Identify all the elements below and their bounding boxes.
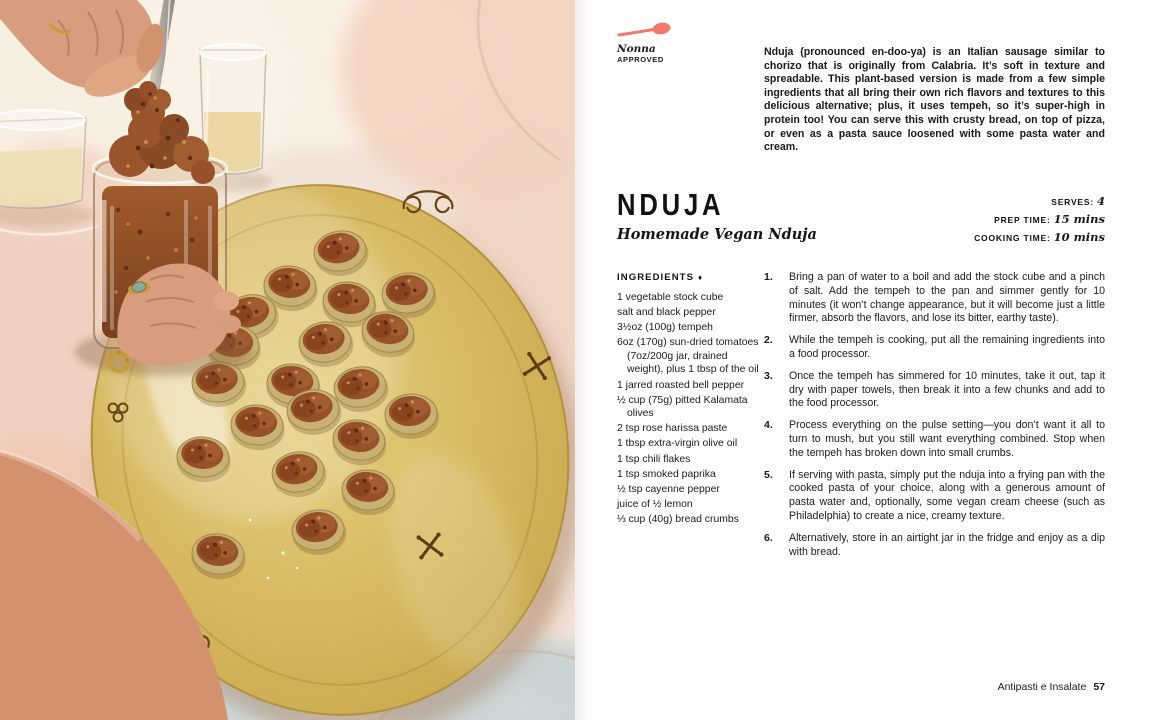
- prep-time-row: [974, 210, 1105, 228]
- step-number: 6.: [764, 531, 773, 544]
- ingredient-item: 1 vegetable stock cube: [617, 292, 724, 303]
- ingredient-item: 1 jarred roasted bell pepper: [617, 379, 745, 391]
- ingredient-item: ⅓ cup (40g) bread crumbs: [617, 513, 739, 525]
- step-text: Alternatively, store in an airtight jar in the fridge and enjoy as a dip with bread.: [789, 531, 1105, 558]
- step-text: Bring a pan of water to a boil and add the stock cube and a pinch of salt. Add the tempeh to the pan and simmer gently for 10 minutes (it won’t change appearance, but it will become just a little firmer, absorb the flavors, and lose its bitter, earthy taste).: [789, 271, 1105, 325]
- method-step: [764, 469, 1105, 524]
- step-text: While the tempeh is cooking, put all the remaining ingredients into a food processor.: [789, 334, 1105, 360]
- recipe-meta: [974, 192, 1105, 246]
- badge-caps-text: APPROVED: [617, 55, 664, 64]
- wine-glass-left: [0, 110, 98, 235]
- recipe-page: [575, 0, 1152, 720]
- serves-row: [974, 192, 1105, 210]
- serves-label: SERVES:: [1051, 197, 1094, 207]
- method-step: [764, 271, 1105, 326]
- badge-script-text: Nonna: [617, 43, 656, 55]
- recipe-subtitle: Homemade Vegan Nduja: [617, 226, 817, 243]
- nonna-approved-badge: [617, 22, 671, 64]
- ingredient-item: 2 tsp rose harissa paste: [617, 423, 728, 435]
- prep-time-label: PREP TIME:: [994, 215, 1051, 225]
- recipe-title: NDUJA: [617, 188, 725, 222]
- ingredients-header-text: INGREDIENTS: [617, 272, 695, 283]
- step-text: If serving with pasta, simply put the nduja into a frying pan with the cooked pasta of your choice, along with a generous amount of pasta water and, optionally, some vegan cream cheese (such as Philadelphia) to create a nice, creamy texture.: [789, 468, 1105, 522]
- ingredients-header: [617, 272, 761, 283]
- method-step: [764, 419, 1105, 460]
- method-step: [764, 370, 1105, 411]
- step-number: 3.: [764, 369, 773, 382]
- chapter-title: Antipasti e Insalate: [997, 681, 1087, 693]
- diamond-icon: ♦: [698, 273, 704, 282]
- step-number: 1.: [764, 271, 773, 283]
- page-number: 57: [1093, 681, 1105, 693]
- ingredients-section: [617, 272, 761, 528]
- ingredient-item: salt and black pepper: [617, 307, 716, 319]
- spoon-icon: [617, 22, 671, 39]
- step-text: Once the tempeh has simmered for 10 minutes, take it out, tap it dry with paper towels, then break it into a few chunks and add to the food processor.: [789, 369, 1105, 410]
- method-step: [764, 532, 1105, 560]
- cooking-time-label: COOKING TIME:: [974, 233, 1051, 243]
- ingredient-item: 3½oz (100g) tempeh: [617, 322, 713, 334]
- ingredient-item: 1 tsp chili flakes: [617, 453, 691, 465]
- prep-time-value: 15 mins: [1053, 212, 1105, 226]
- ingredient-item: 6oz (170g) sun-dried tomatoes (7oz/200g jar, drained weight), plus 1 tbsp of the oil: [617, 337, 759, 376]
- recipe-photo: [0, 0, 575, 720]
- ingredient-item: 1 tbsp extra-virgin olive oil: [617, 438, 738, 450]
- step-text: Process everything on the pulse setting—you don’t want it all to turn to mush, but you still want everything combined. Stop when the tempeh has broken down into small crumbs.: [789, 419, 1105, 459]
- page-footer: [998, 681, 1105, 693]
- step-number: 2.: [764, 334, 773, 347]
- method-steps: [764, 271, 1105, 567]
- step-number: 4.: [764, 419, 773, 432]
- cooking-time-value: 10 mins: [1053, 230, 1105, 244]
- ingredient-item: 1 tsp smoked paprika: [617, 468, 716, 480]
- step-number: 5.: [764, 468, 773, 481]
- recipe-photo-illustration: [0, 0, 575, 720]
- ingredient-item: ½ tsp cayenne pepper: [617, 483, 720, 495]
- ingredients-list: [617, 291, 761, 527]
- recipe-intro: Nduja (pronounced en-doo-ya) is an Italian sausage similar to chorizo that is originally from Calabria. It’s soft in texture and spreadable. This plant-based version is made from a few simple ingredients that all bring their own rich flavors and textures to this delicious alternative; plus, it uses tempeh, so it’s super-high in protein too! You can serve this with crusty bread, on top of pizza, or even as a pasta sauce loosened with some pasta water and cream.: [764, 46, 1105, 154]
- cooking-time-row: [974, 228, 1105, 246]
- ingredient-item: ½ cup (75g) pitted Kalamata olives: [617, 394, 748, 420]
- serves-value: 4: [1096, 194, 1105, 208]
- method-step: [764, 334, 1105, 362]
- ingredient-item: juice of ½ lemon: [617, 498, 693, 510]
